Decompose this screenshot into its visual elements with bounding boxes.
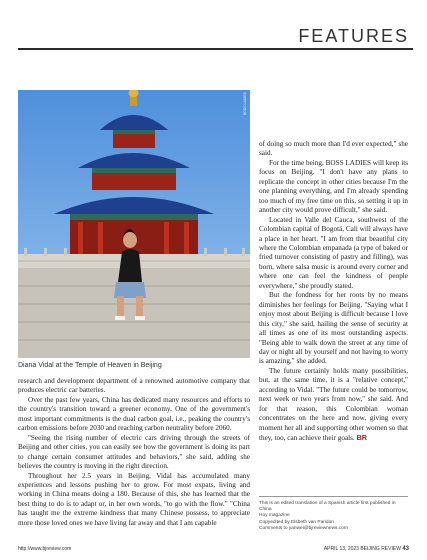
footer-url[interactable]: http://www.bjreview.com [18,546,72,552]
photo-credit: BOSS LADIES [243,92,247,116]
note-line: Comments to yanwei@bjreviewnews.com [259,525,348,531]
paragraph: research and development department of a renowned automotive company that produces electric car batteries. [18,377,250,395]
final-paragraph [259,367,408,444]
section-title: FEATURES [298,26,409,46]
paragraph: "Seeing the rising number of electric cars driving through the streets of Beijing and other cities, you can easily see how the government is doing its part to change certain consumer attitudes and behaviors," she said, adding she believes the country is moving in the right direction. [18,433,250,471]
issue-date: APRIL 13, 2023 BEIJING REVIEW [323,546,401,552]
paragraph: Over the past few years, China has dedicated many resources and efforts to the country's transition toward a greener economy. One of the government's most important commitments is the dual carbon goal, i.e., peaking the country's carbon emissions before 2030 and reaching carbon neutrality before 2060. [18,395,250,433]
paragraph: Located in Valle del Cauca, southwest of the Colombian capital of Bogotá, Cali will always have a place in her heart. "I am from that beautiful city where the Colombian empanada (a type of baked or fried turnover consisting of pastry and filling), was born, where salsa music is around every corner and where one can feel the kindness of people everywhere," she proudly stated. [259,215,408,290]
end-mark: BR [356,433,367,443]
footer-info [324,546,409,552]
paragraph-text: The future certainly holds many possibilities, but, at the same time, it is a "relative concept," according to Vidal. "The future could be tomorrow, next week or two years from now," she said. And for that reason, this Colombian woman concentrates on the here and now, giving every moment her all and supporting other women so that they, too, can achieve their goals. [259,366,408,443]
photo-caption: Diana Vidal at the Temple of Heaven in Beijing [18,362,162,369]
editorial-note [259,501,409,532]
paragraph: of doing so much more than I'd ever expected," she said. [259,140,408,158]
paragraph: But the fondness for her roots by no means diminishes her feelings for Beijing. "Saying what I enjoy most about Beijing is difficult because I love this city," she said, hailing the sense of security at all times as one of its most outstanding aspects. "Being able to walk down the street at any time of day or night all by yourself and not having to worry is amazing," she added. [259,291,408,366]
note-line: This is an edited translation of a Spanish article first published in China [259,501,396,513]
note-line: Copyedited by Elsbeth van Paridon [259,519,334,525]
note-divider [259,496,408,497]
note-line: Hoy magazine [259,513,290,519]
right-column [259,140,408,444]
paragraph: For the time being, BOSS LADIES will keep its focus on Beijing. "I don't have any plans to replicate the concept in other cities because I'm the one planning everything, and I'm already spending too much of my free time on this, so setting it up in another city would prove difficult," she said. [259,158,408,215]
page-number: 43 [402,546,409,552]
left-column [18,377,250,528]
article-photo [18,90,250,358]
header-rule [18,48,413,50]
paragraph: Throughout her 2.5 years in Beijing, Vidal has accumulated many experiences and lessons pushing her to grow. For most expats, living and working in China means doing a 180. Because of this, she has learned that the best thing to do is to adapt or, in her own words, "to go with the flow." "China has taught me the extreme kindness that many Chinese possess, to appreciate more those loved ones we have living far away and that I am capable [18,471,250,527]
